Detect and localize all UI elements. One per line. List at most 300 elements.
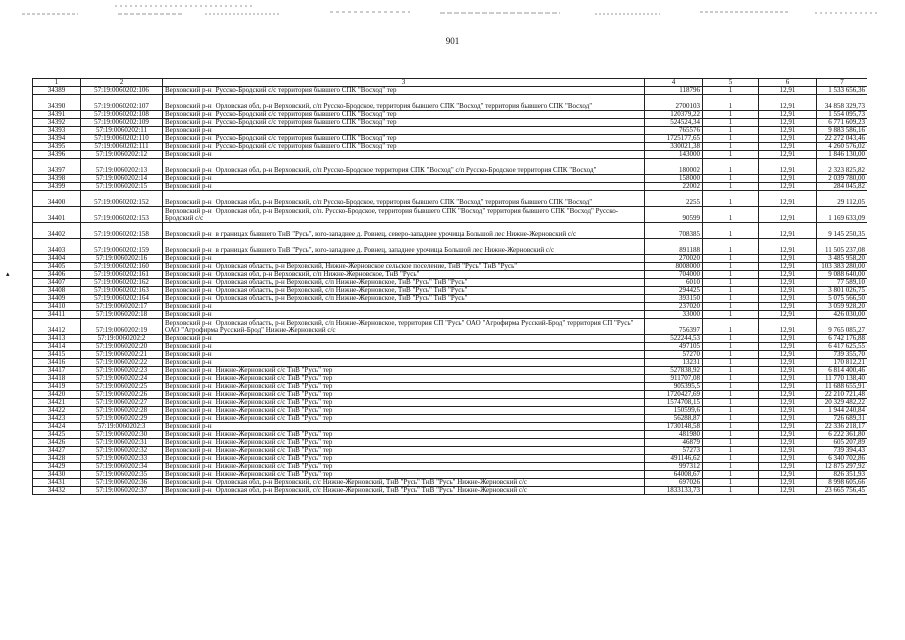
row-number: 34406 <box>33 271 81 279</box>
count-value: 1 <box>703 455 759 463</box>
count-value: 1 <box>703 183 759 191</box>
count-value: 1 <box>703 399 759 407</box>
column-header: 3 <box>163 79 645 87</box>
cadastral-number: 57:19:0060202:29 <box>81 415 163 423</box>
cadastral-number: 57:19:0060202:160 <box>81 263 163 271</box>
row-number: 34398 <box>33 175 81 183</box>
area-value: 57270 <box>645 351 703 359</box>
count-value: 1 <box>703 207 759 223</box>
row-number: 34430 <box>33 471 81 479</box>
location-cell <box>163 471 645 479</box>
address: Орловская обл, р-н Верховский, с/с Нижне-Жерновский, ТнВ "Русь" ТнВ "Русь" Нижне-Жерновский с/с <box>215 478 528 486</box>
count-value: 1 <box>703 359 759 367</box>
table-row <box>33 271 868 279</box>
row-number: 34408 <box>33 287 81 295</box>
area-value: 46879 <box>645 439 703 447</box>
cadastral-value: 6 340 702,86 <box>817 455 868 463</box>
cadastral-value: 6 771 609,23 <box>817 119 868 127</box>
rate-value: 12,91 <box>759 415 817 423</box>
area-value: 491146,62 <box>645 455 703 463</box>
rate-value: 12,91 <box>759 255 817 263</box>
row-number: 34405 <box>33 263 81 271</box>
cadastral-number: 57:19:0060202:22 <box>81 359 163 367</box>
table-row <box>33 375 868 383</box>
area-value: 13231 <box>645 359 703 367</box>
cadastral-number: 57:19:0060202:35 <box>81 471 163 479</box>
cadastral-number: 57:19:0060202:33 <box>81 455 163 463</box>
cadastral-number: 57:19:0060202:163 <box>81 287 163 295</box>
rate-value: 12,91 <box>759 287 817 295</box>
district: Верховский р-н <box>165 334 212 342</box>
row-number: 34426 <box>33 439 81 447</box>
location-cell <box>163 311 645 319</box>
location-cell <box>163 391 645 399</box>
count-value: 1 <box>703 151 759 159</box>
row-number: 34391 <box>33 111 81 119</box>
cadastral-number: 57:19:0060202:107 <box>81 95 163 111</box>
location-cell <box>163 487 645 495</box>
area-value: 911707,08 <box>645 375 703 383</box>
row-number: 34413 <box>33 335 81 343</box>
rate-value: 12,91 <box>759 119 817 127</box>
cadastral-value: 6 222 361,80 <box>817 431 868 439</box>
area-value: 237020 <box>645 303 703 311</box>
area-value: 1833133,73 <box>645 487 703 495</box>
address: Нижне-Жерновский с/с ТнВ "Русь" тер <box>215 470 333 478</box>
table-row <box>33 455 868 463</box>
area-value: 497105 <box>645 343 703 351</box>
district: Верховский р-н <box>165 358 212 366</box>
rate-value: 12,91 <box>759 143 817 151</box>
area-value: 120379,22 <box>645 111 703 119</box>
cadastral-value: 726 689,31 <box>817 415 868 423</box>
address: Нижне-Жерновский с/с ТнВ "Русь" тер <box>215 446 333 454</box>
area-value: 708385 <box>645 223 703 239</box>
count-value: 1 <box>703 375 759 383</box>
count-value: 1 <box>703 391 759 399</box>
rate-value: 12,91 <box>759 471 817 479</box>
row-number: 34410 <box>33 303 81 311</box>
cadastral-number: 57:19:0060202:21 <box>81 351 163 359</box>
cadastral-value: 6 814 400,46 <box>817 367 868 375</box>
area-value: 270020 <box>645 255 703 263</box>
area-value: 1574708,15 <box>645 399 703 407</box>
location-cell <box>163 439 645 447</box>
cadastral-value: 12 875 297,92 <box>817 463 868 471</box>
district: Верховский р-н <box>165 150 212 158</box>
count-value: 1 <box>703 383 759 391</box>
district: Верховский р-н <box>165 414 212 422</box>
count-value: 1 <box>703 127 759 135</box>
district: Верховский р-н <box>165 422 212 430</box>
table-row <box>33 263 868 271</box>
cadastral-value: 11 688 655,91 <box>817 383 868 391</box>
table-row <box>33 95 868 111</box>
rate-value: 12,91 <box>759 487 817 495</box>
address: Орловская область, р-н Верховский, с/п Нижне-Жерновское, ТнВ "Русь" ТнВ "Русь" <box>215 294 468 302</box>
row-number: 34395 <box>33 143 81 151</box>
address: в границах бывшего ТнВ "Русь", юго-западнее д. Ровнец, северо-западнее урочища Большой лес Нижне-Жерновский с/с <box>215 230 577 238</box>
address: Орловская обл, р-н Верховский, с/п Русско-Бродское, территория бывшего СПК "Восход" территория бывшего СПК "Восход" <box>215 102 593 110</box>
table-row <box>33 183 868 191</box>
rate-value: 12,91 <box>759 399 817 407</box>
location-cell <box>163 151 645 159</box>
location-cell <box>163 135 645 143</box>
cadastral-value: 9 883 586,16 <box>817 127 868 135</box>
row-number: 34389 <box>33 87 81 95</box>
row-number: 34397 <box>33 159 81 175</box>
cadastral-number: 57:19:0060202:164 <box>81 295 163 303</box>
cadastral-number: 57:19:0060202:109 <box>81 119 163 127</box>
registry-table <box>32 78 867 495</box>
area-value: 997312 <box>645 463 703 471</box>
table-row <box>33 175 868 183</box>
cadastral-value: 6 417 625,55 <box>817 343 868 351</box>
district: Верховский р-н <box>165 462 212 470</box>
address: Нижне-Жерновский с/с ТнВ "Русь" тер <box>215 382 333 390</box>
row-number: 34416 <box>33 359 81 367</box>
column-header: 7 <box>817 79 868 87</box>
count-value: 1 <box>703 143 759 151</box>
cadastral-value: 3 801 026,75 <box>817 287 868 295</box>
location-cell <box>163 255 645 263</box>
district: Верховский р-н <box>165 478 212 486</box>
address: Русско-Бродский с/с территория бывшего СПК "Восход" тер <box>215 118 397 126</box>
row-number: 34414 <box>33 343 81 351</box>
location-cell <box>163 367 645 375</box>
area-value: 524524,34 <box>645 119 703 127</box>
district: Верховский р-н <box>165 198 212 206</box>
district: Верховский р-н <box>165 126 212 134</box>
area-value: 90599 <box>645 207 703 223</box>
row-number: 34400 <box>33 191 81 207</box>
cadastral-value: 9 088 640,00 <box>817 271 868 279</box>
district: Верховский р-н <box>165 102 212 110</box>
location-cell <box>163 351 645 359</box>
location-cell <box>163 111 645 119</box>
rate-value: 12,91 <box>759 135 817 143</box>
row-number: 34425 <box>33 431 81 439</box>
cadastral-value: 5 075 566,50 <box>817 295 868 303</box>
table-row <box>33 87 868 95</box>
district: Верховский р-н <box>165 286 212 294</box>
row-number: 34428 <box>33 455 81 463</box>
location-cell <box>163 303 645 311</box>
location-cell <box>163 207 645 223</box>
count-value: 1 <box>703 175 759 183</box>
district: Верховский р-н <box>165 470 212 478</box>
area-value: 22002 <box>645 183 703 191</box>
cadastral-number: 57:19:0060202:30 <box>81 431 163 439</box>
cadastral-number: 57:19:0060202:162 <box>81 279 163 287</box>
location-cell <box>163 479 645 487</box>
row-number: 34427 <box>33 447 81 455</box>
rate-value: 12,91 <box>759 311 817 319</box>
location-cell <box>163 423 645 431</box>
rate-value: 12,91 <box>759 159 817 175</box>
table-row <box>33 151 868 159</box>
location-cell <box>163 127 645 135</box>
cadastral-value: 2 323 825,82 <box>817 159 868 175</box>
rate-value: 12,91 <box>759 431 817 439</box>
location-cell <box>163 239 645 255</box>
count-value: 1 <box>703 439 759 447</box>
count-value: 1 <box>703 487 759 495</box>
row-number: 34392 <box>33 119 81 127</box>
area-value: 905395,5 <box>645 383 703 391</box>
count-value: 1 <box>703 431 759 439</box>
rate-value: 12,91 <box>759 191 817 207</box>
cadastral-number: 57:19:0060202:25 <box>81 383 163 391</box>
rate-value: 12,91 <box>759 455 817 463</box>
area-value: 330021,38 <box>645 143 703 151</box>
cadastral-number: 57:19:0060202:110 <box>81 135 163 143</box>
rate-value: 12,91 <box>759 263 817 271</box>
district: Верховский р-н <box>165 207 212 215</box>
rate-value: 12,91 <box>759 375 817 383</box>
count-value: 1 <box>703 255 759 263</box>
row-number: 34432 <box>33 487 81 495</box>
rate-value: 12,91 <box>759 223 817 239</box>
area-value: 481980 <box>645 431 703 439</box>
area-value: 57273 <box>645 447 703 455</box>
cadastral-value: 3 485 958,20 <box>817 255 868 263</box>
cadastral-number: 57:19:0060202:23 <box>81 367 163 375</box>
count-value: 1 <box>703 223 759 239</box>
header-marks <box>0 0 905 26</box>
table-row <box>33 207 868 223</box>
cadastral-number: 57:19:0060202:153 <box>81 207 163 223</box>
table-row <box>33 335 868 343</box>
district: Верховский р-н <box>165 270 212 278</box>
rate-value: 12,91 <box>759 95 817 111</box>
cadastral-number: 57:19:0060202:19 <box>81 319 163 335</box>
table-row <box>33 111 868 119</box>
column-header: 1 <box>33 79 81 87</box>
district: Верховский р-н <box>165 278 212 286</box>
rate-value: 12,91 <box>759 151 817 159</box>
cadastral-value: 826 351,93 <box>817 471 868 479</box>
table-row <box>33 391 868 399</box>
table-row <box>33 223 868 239</box>
district: Верховский р-н <box>165 246 212 254</box>
location-cell <box>163 319 645 335</box>
area-value: 1730148,58 <box>645 423 703 431</box>
location-cell <box>163 335 645 343</box>
area-value: 765576 <box>645 127 703 135</box>
address: Нижне-Жерновский с/с ТнВ "Русь" тер <box>215 462 333 470</box>
header-row <box>33 79 868 87</box>
rate-value: 12,91 <box>759 383 817 391</box>
cadastral-value: 1 944 240,84 <box>817 407 868 415</box>
district: Верховский р-н <box>165 454 212 462</box>
cadastral-value: 3 059 928,20 <box>817 303 868 311</box>
address: Орловская область, р-н Верховский, с/п Нижне-Жерновское, ТнВ "Русь" ТнВ "Русь" <box>215 278 468 286</box>
count-value: 1 <box>703 271 759 279</box>
district: Верховский р-н <box>165 438 212 446</box>
area-value: 891188 <box>645 239 703 255</box>
cadastral-number: 57:19:0060202:159 <box>81 239 163 255</box>
location-cell <box>163 223 645 239</box>
location-cell <box>163 95 645 111</box>
row-number: 34411 <box>33 311 81 319</box>
column-header: 6 <box>759 79 817 87</box>
cadastral-number: 57:19:0060202:32 <box>81 447 163 455</box>
area-value: 393150 <box>645 295 703 303</box>
location-cell <box>163 87 645 95</box>
cadastral-value: 739 394,43 <box>817 447 868 455</box>
location-cell <box>163 447 645 455</box>
location-cell <box>163 415 645 423</box>
cadastral-value: 22 336 218,17 <box>817 423 868 431</box>
column-header: 4 <box>645 79 703 87</box>
location-cell <box>163 287 645 295</box>
location-cell <box>163 175 645 183</box>
table-row <box>33 439 868 447</box>
district: Верховский р-н <box>165 382 212 390</box>
rate-value: 12,91 <box>759 359 817 367</box>
rate-value: 12,91 <box>759 279 817 287</box>
cadastral-value: 1 533 656,36 <box>817 87 868 95</box>
count-value: 1 <box>703 287 759 295</box>
area-value: 294425 <box>645 287 703 295</box>
cadastral-number: 57:19:0060202:158 <box>81 223 163 239</box>
row-number: 34399 <box>33 183 81 191</box>
address: Русско-Бродский с/с территория бывшего СПК "Восход" тер <box>215 110 397 118</box>
area-value: 1725177,65 <box>645 135 703 143</box>
location-cell <box>163 183 645 191</box>
address: Нижне-Жерновский с/с ТнВ "Русь" тер <box>215 414 333 422</box>
cadastral-number: 57:19:0060202:11 <box>81 127 163 135</box>
row-number: 34403 <box>33 239 81 255</box>
area-value: 2255 <box>645 191 703 207</box>
location-cell <box>163 159 645 175</box>
count-value: 1 <box>703 295 759 303</box>
table-row <box>33 319 868 335</box>
district: Верховский р-н <box>165 166 212 174</box>
cadastral-value: 4 260 576,02 <box>817 143 868 151</box>
rate-value: 12,91 <box>759 175 817 183</box>
table-row <box>33 487 868 495</box>
cadastral-value: 22 272 043,46 <box>817 135 868 143</box>
cadastral-value: 1 554 095,73 <box>817 111 868 119</box>
table-row <box>33 303 868 311</box>
area-value: 2700103 <box>645 95 703 111</box>
district: Верховский р-н <box>165 134 212 142</box>
row-number: 34402 <box>33 223 81 239</box>
count-value: 1 <box>703 135 759 143</box>
row-number: 34390 <box>33 95 81 111</box>
area-value: 756397 <box>645 319 703 335</box>
cadastral-value: 170 812,21 <box>817 359 868 367</box>
row-number: 34429 <box>33 463 81 471</box>
cadastral-number: 57:19:0060202:31 <box>81 439 163 447</box>
count-value: 1 <box>703 191 759 207</box>
count-value: 1 <box>703 343 759 351</box>
location-cell <box>163 119 645 127</box>
table-row <box>33 447 868 455</box>
district: Верховский р-н <box>165 142 212 150</box>
address: Нижне-Жерновский с/с ТнВ "Русь" тер <box>215 430 333 438</box>
column-header: 2 <box>81 79 163 87</box>
table-row <box>33 463 868 471</box>
address: Русско-Бродский с/с территория бывшего СПК "Восход" тер <box>215 86 397 94</box>
cadastral-value: 426 030,00 <box>817 311 868 319</box>
cadastral-value: 103 383 280,00 <box>817 263 868 271</box>
row-number: 34393 <box>33 127 81 135</box>
area-value: 158000 <box>645 175 703 183</box>
district: Верховский р-н <box>165 430 212 438</box>
table-row <box>33 143 868 151</box>
row-number: 34431 <box>33 479 81 487</box>
column-header: 5 <box>703 79 759 87</box>
count-value: 1 <box>703 279 759 287</box>
district: Верховский р-н <box>165 366 212 374</box>
location-cell <box>163 375 645 383</box>
location-cell <box>163 455 645 463</box>
count-value: 1 <box>703 471 759 479</box>
address: Орловская обл, р-н Верховский, с/п Нижне-Жерновское, ТнВ "Русь" <box>215 270 420 278</box>
location-cell <box>163 263 645 271</box>
count-value: 1 <box>703 367 759 375</box>
address: Нижне-Жерновский с/с ТнВ "Русь" тер <box>215 406 333 414</box>
rate-value: 12,91 <box>759 127 817 135</box>
cadastral-number: 57:19:0060202:18 <box>81 311 163 319</box>
area-value: 150599,6 <box>645 407 703 415</box>
count-value: 1 <box>703 95 759 111</box>
location-cell <box>163 295 645 303</box>
row-number: 34407 <box>33 279 81 287</box>
address: Нижне-Жерновский с/с ТнВ "Русь" тер <box>215 366 333 374</box>
cadastral-number: 57:19:0060202:111 <box>81 143 163 151</box>
margin-mark: ▴ <box>6 270 10 278</box>
address: Нижне-Жерновский с/с ТнВ "Русь" тер <box>215 454 333 462</box>
rate-value: 12,91 <box>759 463 817 471</box>
count-value: 1 <box>703 111 759 119</box>
rate-value: 12,91 <box>759 335 817 343</box>
district: Верховский р-н <box>165 254 212 262</box>
area-value: 118796 <box>645 87 703 95</box>
table-row <box>33 311 868 319</box>
cadastral-value: 77 589,10 <box>817 279 868 287</box>
count-value: 1 <box>703 351 759 359</box>
row-number: 34409 <box>33 295 81 303</box>
count-value: 1 <box>703 263 759 271</box>
cadastral-number: 57:19:0060202:152 <box>81 191 163 207</box>
row-number: 34404 <box>33 255 81 263</box>
table-row <box>33 343 868 351</box>
cadastral-value: 284 045,82 <box>817 183 868 191</box>
cadastral-value: 8 998 605,66 <box>817 479 868 487</box>
rate-value: 12,91 <box>759 391 817 399</box>
table-row <box>33 359 868 367</box>
row-number: 34394 <box>33 135 81 143</box>
area-value: 180002 <box>645 159 703 175</box>
area-value: 6010 <box>645 279 703 287</box>
location-cell <box>163 383 645 391</box>
rate-value: 12,91 <box>759 407 817 415</box>
district: Верховский р-н <box>165 182 212 190</box>
area-value: 56288,87 <box>645 415 703 423</box>
address: Нижне-Жерновский с/с ТнВ "Русь" тер <box>215 438 333 446</box>
cadastral-number: 57:19:0060202:15 <box>81 183 163 191</box>
district: Верховский р-н <box>165 319 212 327</box>
district: Верховский р-н <box>165 310 212 318</box>
row-number: 34415 <box>33 351 81 359</box>
district: Верховский р-н <box>165 294 212 302</box>
table-row <box>33 279 868 287</box>
address: Орловская область, р-н Верховский, с/п Нижне-Жерновское, территория СП "Русь" ОАО "Агрофирма Русский-Брод" территория СП "Русь" ОАО "Агрофирма Русский-Брод" Нижне-Жерновский с/с <box>165 319 634 334</box>
